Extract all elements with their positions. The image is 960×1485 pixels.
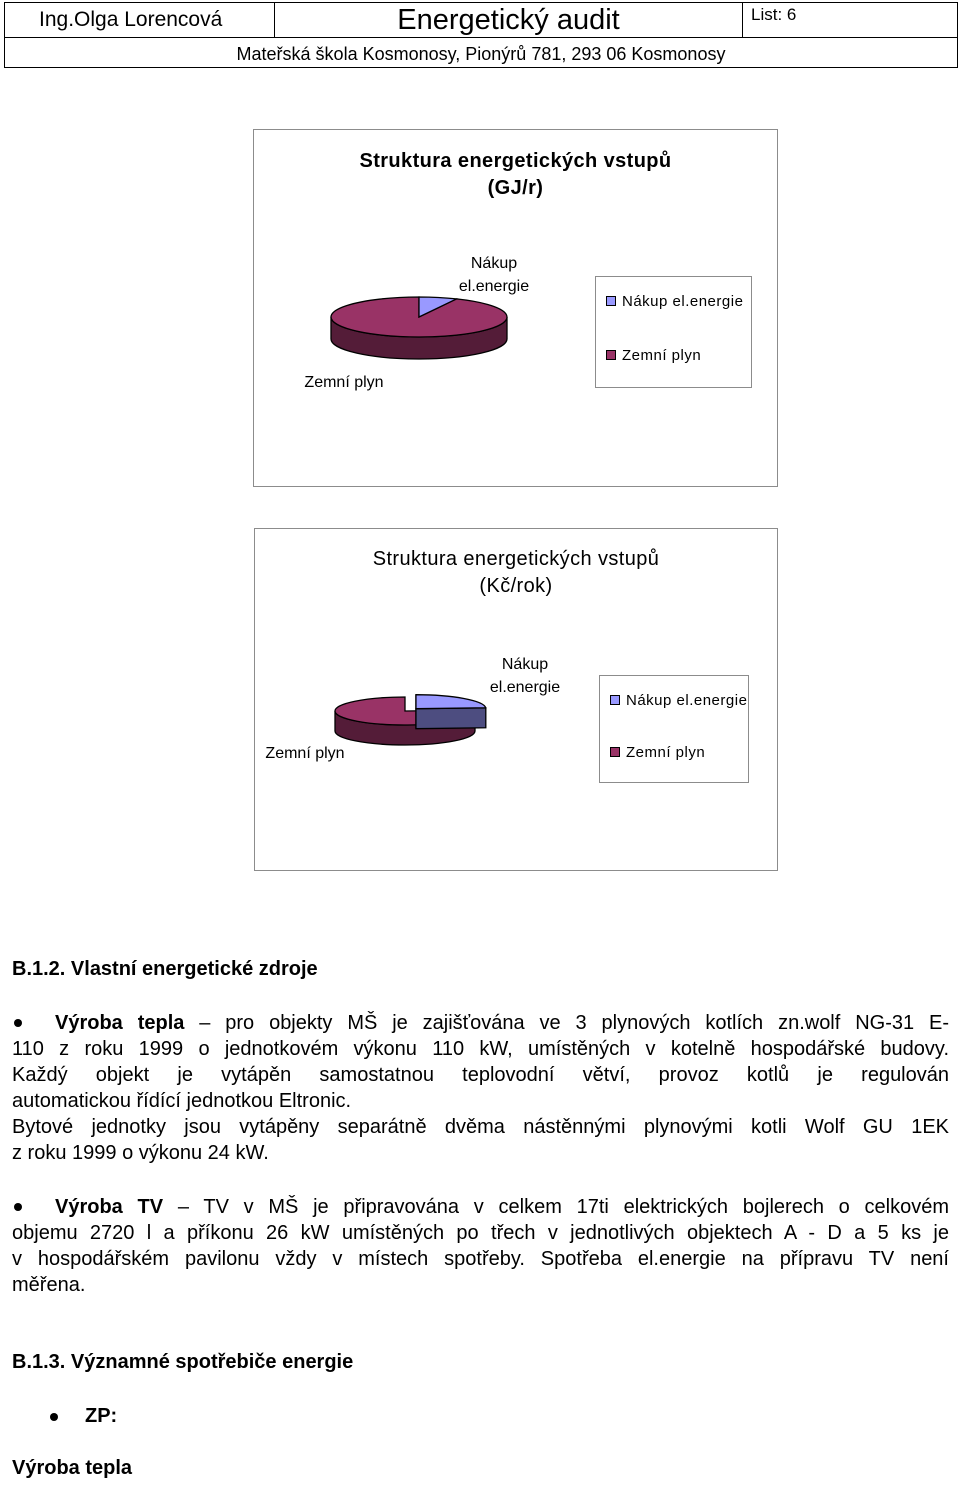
- chart-title: Struktura energetických vstupů (Kč/rok): [372, 548, 660, 597]
- legend-item-zemni: Zemní plyn: [610, 744, 705, 761]
- legend-item-zemni: Zemní plyn: [606, 347, 701, 364]
- section-heading: B.1.3. Významné spotřebiče energie: [12, 1351, 354, 1373]
- paragraph-heat: [12, 1010, 949, 1166]
- legend-swatch-zemni: [606, 350, 616, 360]
- text-line: 110 z roku 1999 o jednotkovém výkonu 110 kW, umístěných v kotelně hospodářské budovy.: [12, 1038, 949, 1060]
- text-line: Výroba TV – TV v MŠ je připravována v celkem 17ti elektrických bojlerech o celkovém: [55, 1196, 950, 1218]
- legend-item-nakup: Nákup el.energie: [606, 293, 743, 310]
- chart-energy-gj: [253, 129, 778, 487]
- pie-slice-nakup: [416, 695, 486, 729]
- pie-slice-face: [416, 708, 486, 729]
- text-line: Každý objekt je vytápěn samostatnou teplovodní větví, provoz kotlů je regulován: [12, 1064, 949, 1086]
- chart-legend: [599, 675, 749, 783]
- legend-swatch-nakup: [610, 695, 620, 705]
- legend-swatch-nakup: [606, 296, 616, 306]
- sub-heading: Výroba tepla: [12, 1457, 133, 1479]
- slice-label-zemni: Zemní plyn: [304, 374, 384, 391]
- page-number: List: 6: [743, 3, 957, 38]
- paragraph-hot-water: [12, 1194, 949, 1298]
- bullet-dot: [50, 1413, 58, 1421]
- text-line: Výroba tepla – pro objekty MŠ je zajišťována ve 3 plynových kotlích zn.wolf NG-31 E-: [55, 1012, 949, 1034]
- chart-title: Struktura energetických vstupů (GJ/r): [359, 150, 672, 199]
- text-line: v hospodářském pavilonu vždy v místech spotřeby. Spotřeba el.energie na přípravu TV není: [12, 1248, 949, 1270]
- author-name: Ing.Olga Lorencová: [5, 3, 275, 38]
- slice-label-nakup: Nákup el.energie: [489, 656, 561, 696]
- document-subtitle: Mateřská škola Kosmonosy, Pionýrů 781, 293 06 Kosmonosy: [236, 44, 726, 64]
- page-header: [4, 2, 958, 68]
- section-heading: B.1.2. Vlastní energetické zdroje: [12, 958, 318, 980]
- text-line: automatickou řídící jednotkou Eltronic.: [12, 1090, 352, 1112]
- slice-label-zemni: Zemní plyn: [265, 745, 345, 762]
- chart-energy-kc: [254, 528, 778, 871]
- text-line: Bytové jednotky jsou vytápěny separátně dvěma nástěnnými plynovými kotli Wolf GU 1EK: [12, 1116, 949, 1138]
- document-title: Energetický audit: [275, 3, 743, 38]
- slice-label-nakup: Nákup el.energie: [458, 255, 530, 295]
- legend-swatch-zemni: [610, 747, 620, 757]
- chart-legend: [595, 276, 752, 388]
- bullet-label: ZP:: [85, 1405, 118, 1427]
- text-line: objemu 2720 l a příkonu 26 kW umístěných po třech v jednotlivých objektech A - D a 5 ks je: [12, 1222, 949, 1244]
- legend-item-nakup: Nákup el.energie: [610, 692, 747, 709]
- text-line: měřena.: [12, 1274, 86, 1296]
- text-line: z roku 1999 o výkonu 24 kW.: [12, 1142, 269, 1164]
